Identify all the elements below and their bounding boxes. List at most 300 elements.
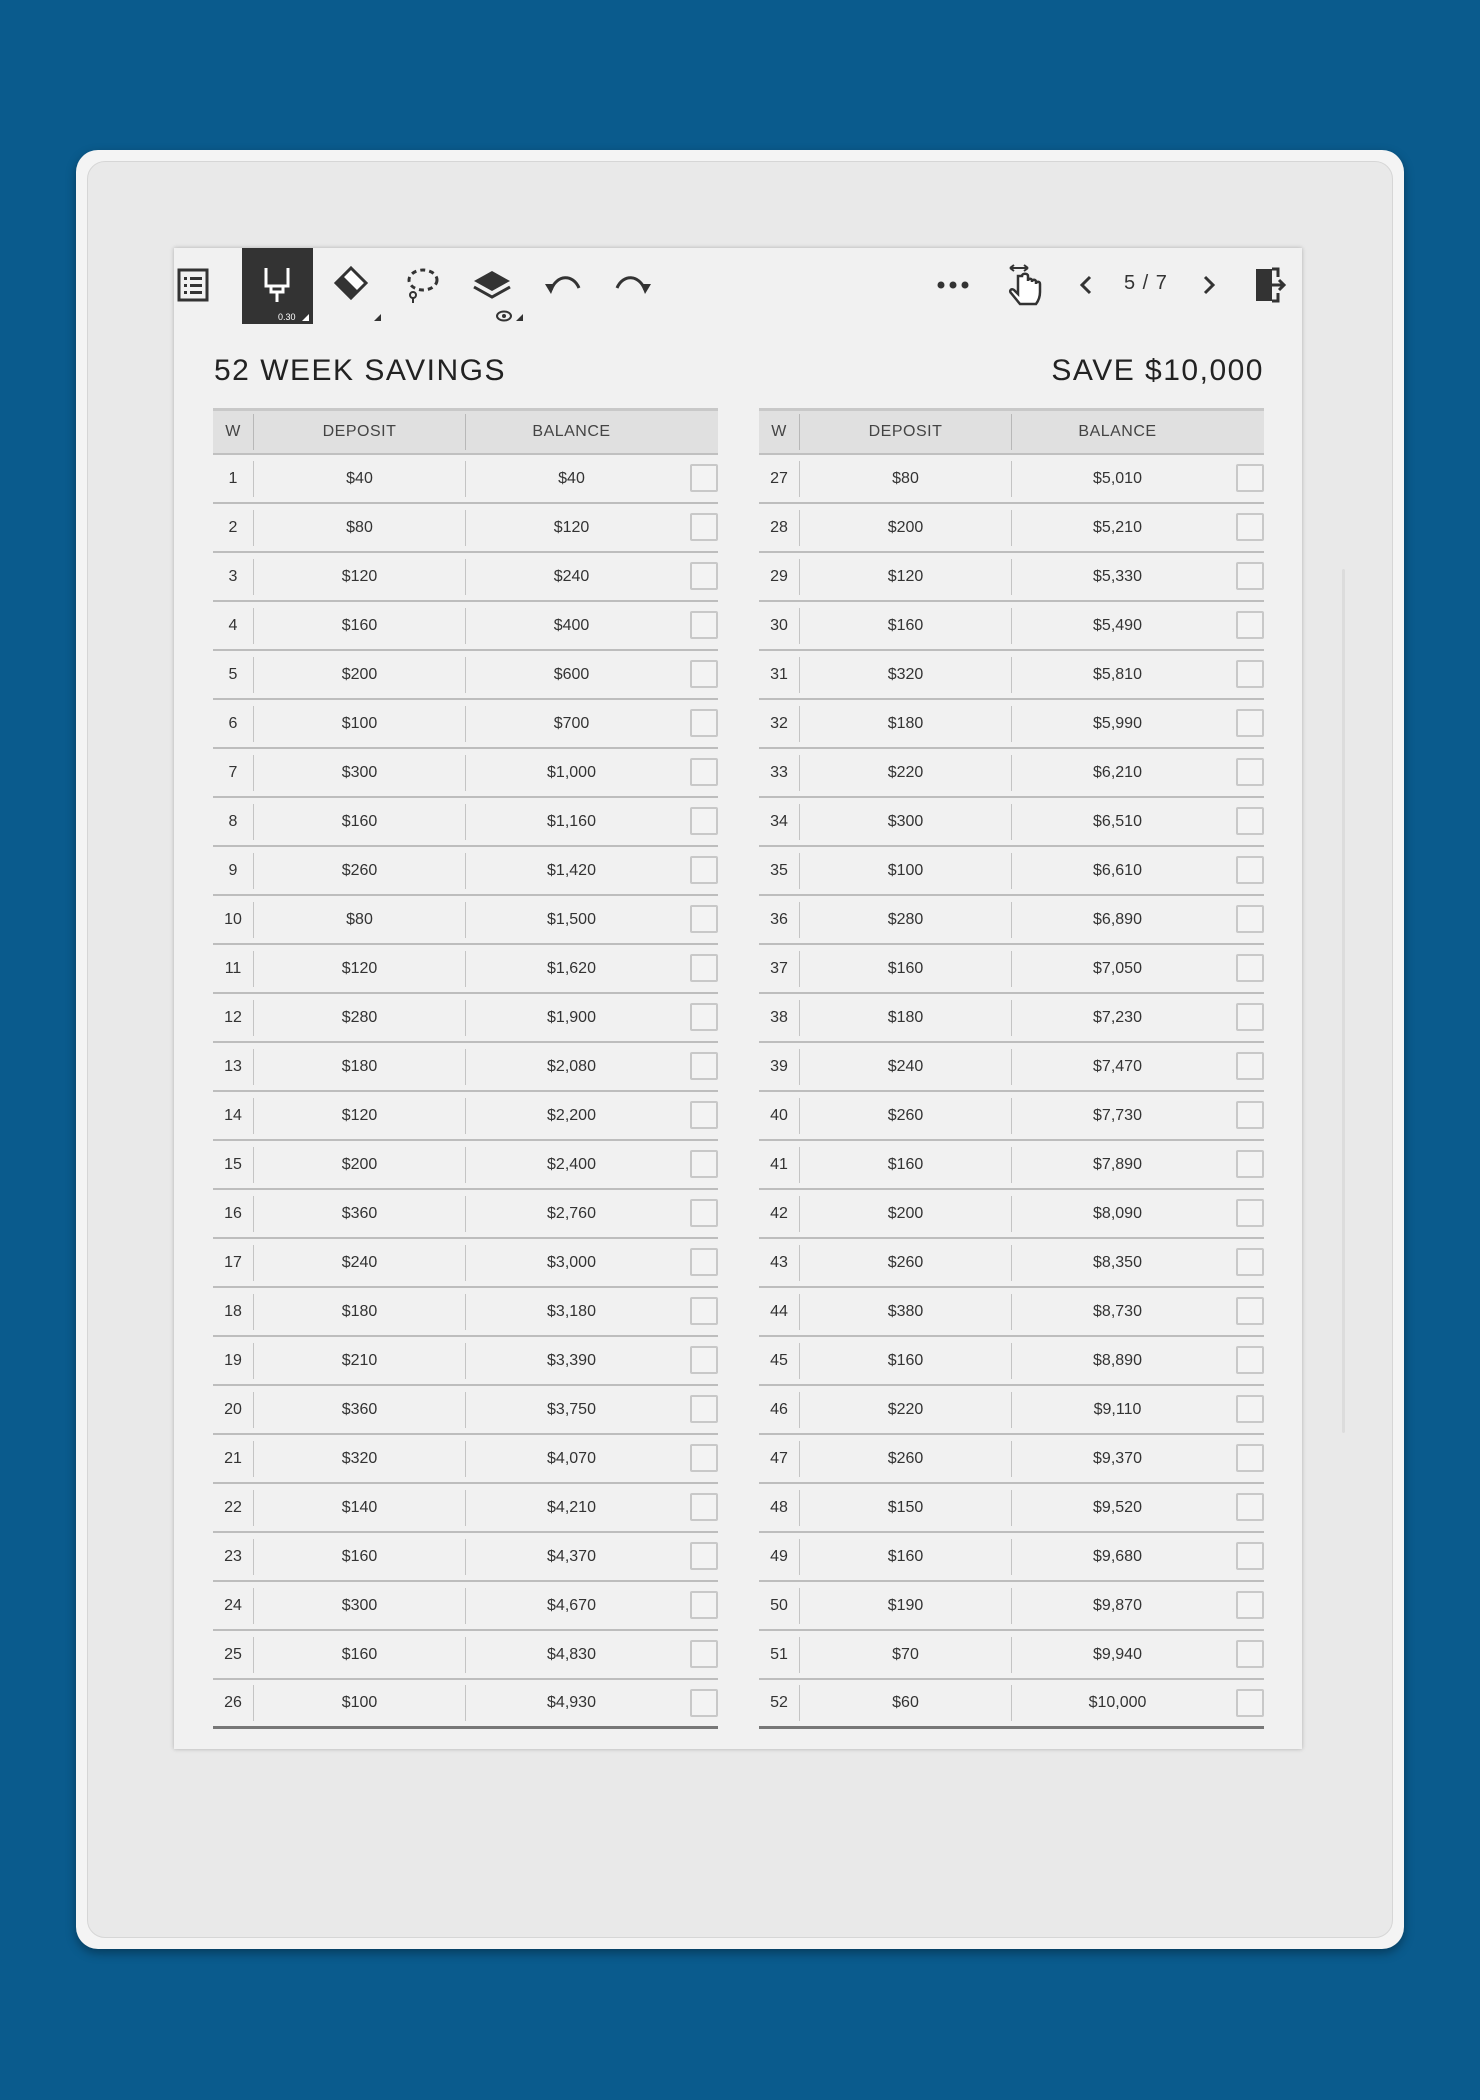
deposit-cell: $220 xyxy=(799,1392,1011,1428)
balance-cell: $3,750 xyxy=(465,1392,677,1428)
deposit-cell: $160 xyxy=(799,1147,1011,1183)
deposit-cell: $200 xyxy=(799,1196,1011,1232)
week-checkbox[interactable] xyxy=(690,611,718,639)
week-cell: 2 xyxy=(228,518,238,536)
week-checkbox[interactable] xyxy=(690,464,718,492)
balance-cell: $400 xyxy=(465,608,677,644)
week-checkbox[interactable] xyxy=(690,1542,718,1570)
balance-cell: $7,230 xyxy=(1011,1000,1223,1036)
table-row xyxy=(213,553,718,602)
table-row xyxy=(759,1239,1264,1288)
deposit-cell: $210 xyxy=(253,1343,465,1379)
deposit-cell: $200 xyxy=(253,657,465,693)
redo-icon xyxy=(613,270,653,300)
lasso-icon xyxy=(401,265,441,305)
balance-cell: $700 xyxy=(465,706,677,742)
table-row xyxy=(213,798,718,847)
week-cell: 22 xyxy=(224,1498,242,1516)
pen-icon xyxy=(260,266,294,304)
week-checkbox[interactable] xyxy=(690,1591,718,1619)
week-cell: 3 xyxy=(228,567,238,585)
deposit-cell: $100 xyxy=(253,1685,465,1721)
week-cell: 37 xyxy=(770,959,788,977)
balance-cell: $6,210 xyxy=(1011,755,1223,791)
table-row xyxy=(759,798,1264,847)
balance-cell: $8,090 xyxy=(1011,1196,1223,1232)
week-checkbox[interactable] xyxy=(1236,1101,1264,1129)
week-cell: 1 xyxy=(228,469,238,487)
table-row xyxy=(759,1386,1264,1435)
table-row xyxy=(213,602,718,651)
balance-cell: $4,210 xyxy=(465,1490,677,1526)
table-header xyxy=(759,408,1264,455)
deposit-cell: $160 xyxy=(253,608,465,644)
redo-button[interactable] xyxy=(608,260,658,310)
deposit-cell: $100 xyxy=(253,706,465,742)
week-cell: 48 xyxy=(770,1498,788,1516)
deposit-cell: $60 xyxy=(799,1685,1011,1721)
deposit-cell: $380 xyxy=(799,1294,1011,1330)
week-cell: 21 xyxy=(224,1449,242,1467)
deposit-cell: $80 xyxy=(253,902,465,938)
deposit-cell: $300 xyxy=(799,804,1011,840)
balance-cell: $9,110 xyxy=(1011,1392,1223,1428)
week-checkbox[interactable] xyxy=(1236,1542,1264,1570)
balance-cell: $6,610 xyxy=(1011,853,1223,889)
deposit-cell: $80 xyxy=(799,461,1011,497)
table-body xyxy=(213,455,718,1729)
week-checkbox[interactable] xyxy=(1236,1444,1264,1472)
deposit-cell: $190 xyxy=(799,1588,1011,1624)
week-cell: 52 xyxy=(770,1694,788,1711)
eraser-button[interactable] xyxy=(326,260,376,310)
week-checkbox[interactable] xyxy=(690,1444,718,1472)
table-row xyxy=(213,1337,718,1386)
balance-cell: $8,890 xyxy=(1011,1343,1223,1379)
deposit-cell: $70 xyxy=(799,1637,1011,1673)
deposit-cell: $100 xyxy=(799,853,1011,889)
next-page-button[interactable] xyxy=(1184,260,1234,310)
table-row xyxy=(213,1239,718,1288)
pen-tool-button[interactable] xyxy=(242,248,313,324)
deposit-cell: $160 xyxy=(799,608,1011,644)
more-icon xyxy=(933,280,973,290)
week-cell: 40 xyxy=(770,1106,788,1124)
week-cell: 18 xyxy=(224,1302,242,1320)
balance-cell: $5,990 xyxy=(1011,706,1223,742)
week-cell: 9 xyxy=(228,861,238,879)
balance-cell: $1,000 xyxy=(465,755,677,791)
lasso-button[interactable] xyxy=(396,260,446,310)
side-button xyxy=(1342,569,1345,1433)
pen-size-label: 0.30 xyxy=(278,312,296,322)
week-checkbox[interactable] xyxy=(690,758,718,786)
toc-menu-button[interactable] xyxy=(168,260,218,310)
deposit-cell: $200 xyxy=(253,1147,465,1183)
previous-page-button[interactable] xyxy=(1061,260,1111,310)
table-row xyxy=(213,1582,718,1631)
layers-options-caret[interactable] xyxy=(516,314,523,321)
deposit-cell: $300 xyxy=(253,755,465,791)
table-row xyxy=(759,1043,1264,1092)
week-cell: 31 xyxy=(770,665,788,683)
week-cell: 28 xyxy=(770,518,788,536)
balance-cell: $7,050 xyxy=(1011,951,1223,987)
deposit-cell: $220 xyxy=(799,755,1011,791)
table-row xyxy=(213,1288,718,1337)
deposit-header: DEPOSIT xyxy=(799,414,1011,450)
deposit-cell: $120 xyxy=(253,559,465,595)
week-cell: 15 xyxy=(224,1155,242,1173)
week-checkbox[interactable] xyxy=(690,513,718,541)
table-row xyxy=(213,1484,718,1533)
table-row xyxy=(759,896,1264,945)
week-cell: 13 xyxy=(224,1057,242,1075)
week-checkbox[interactable] xyxy=(690,1640,718,1668)
table-row xyxy=(759,504,1264,553)
eye-icon xyxy=(496,310,512,322)
week-cell: 10 xyxy=(224,910,242,928)
week-cell: 32 xyxy=(770,714,788,732)
deposit-cell: $80 xyxy=(253,510,465,546)
week-checkbox[interactable] xyxy=(1236,758,1264,786)
table-row xyxy=(759,1435,1264,1484)
table-row xyxy=(759,994,1264,1043)
week-cell: 29 xyxy=(770,567,788,585)
balance-cell: $5,210 xyxy=(1011,510,1223,546)
week-checkbox[interactable] xyxy=(1236,1346,1264,1374)
week-checkbox[interactable] xyxy=(1236,905,1264,933)
week-cell: 50 xyxy=(770,1596,788,1614)
week-checkbox[interactable] xyxy=(690,1150,718,1178)
balance-cell: $1,420 xyxy=(465,853,677,889)
toolbar xyxy=(174,248,1302,324)
balance-cell: $6,890 xyxy=(1011,902,1223,938)
table-row xyxy=(759,749,1264,798)
week-checkbox[interactable] xyxy=(1236,954,1264,982)
table-row xyxy=(213,1680,718,1729)
balance-cell: $5,010 xyxy=(1011,461,1223,497)
table-row xyxy=(213,994,718,1043)
week-checkbox[interactable] xyxy=(690,856,718,884)
week-cell: 51 xyxy=(770,1645,788,1663)
week-cell: 4 xyxy=(228,616,238,634)
week-checkbox[interactable] xyxy=(1236,856,1264,884)
week-checkbox[interactable] xyxy=(690,954,718,982)
deposit-cell: $160 xyxy=(253,1637,465,1673)
balance-cell: $5,490 xyxy=(1011,608,1223,644)
table-row xyxy=(759,651,1264,700)
page-indicator: 5 / 7 xyxy=(1124,272,1168,294)
week-checkbox[interactable] xyxy=(1236,1150,1264,1178)
table-row xyxy=(759,945,1264,994)
table-row xyxy=(213,1092,718,1141)
undo-icon xyxy=(543,270,583,300)
balance-cell: $10,000 xyxy=(1011,1685,1223,1721)
deposit-cell: $240 xyxy=(253,1245,465,1281)
exit-button[interactable] xyxy=(1245,260,1295,310)
week-cell: 7 xyxy=(228,763,238,781)
deposit-cell: $320 xyxy=(253,1441,465,1477)
balance-cell: $3,180 xyxy=(465,1294,677,1330)
deposit-cell: $140 xyxy=(253,1490,465,1526)
balance-cell: $600 xyxy=(465,657,677,693)
chevron-right-icon xyxy=(1201,275,1217,295)
layers-button[interactable] xyxy=(467,260,517,310)
table-row xyxy=(213,1533,718,1582)
balance-cell: $7,730 xyxy=(1011,1098,1223,1134)
table-body xyxy=(759,455,1264,1729)
pen-options-caret xyxy=(302,314,309,321)
week-checkbox[interactable] xyxy=(690,562,718,590)
table-row xyxy=(213,700,718,749)
more-options-button[interactable] xyxy=(928,260,978,310)
deposit-cell: $260 xyxy=(799,1441,1011,1477)
balance-cell: $9,680 xyxy=(1011,1539,1223,1575)
balance-cell: $4,070 xyxy=(465,1441,677,1477)
week-cell: 46 xyxy=(770,1400,788,1418)
week-checkbox[interactable] xyxy=(690,1395,718,1423)
balance-cell: $2,200 xyxy=(465,1098,677,1134)
deposit-cell: $180 xyxy=(799,1000,1011,1036)
table-row xyxy=(759,1141,1264,1190)
deposit-cell: $260 xyxy=(799,1098,1011,1134)
week-checkbox[interactable] xyxy=(1236,1689,1264,1717)
table-row xyxy=(213,1141,718,1190)
deposit-cell: $120 xyxy=(253,951,465,987)
deposit-cell: $150 xyxy=(799,1490,1011,1526)
deposit-cell: $360 xyxy=(253,1392,465,1428)
swipe-gesture-button[interactable] xyxy=(1000,260,1050,310)
deposit-cell: $300 xyxy=(253,1588,465,1624)
week-checkbox[interactable] xyxy=(690,1052,718,1080)
table-header xyxy=(213,408,718,455)
balance-cell: $4,830 xyxy=(465,1637,677,1673)
table-row xyxy=(213,945,718,994)
balance-header: BALANCE xyxy=(465,414,677,450)
balance-cell: $9,370 xyxy=(1011,1441,1223,1477)
table-row xyxy=(759,1533,1264,1582)
balance-cell: $40 xyxy=(465,461,677,497)
week-checkbox[interactable] xyxy=(690,1689,718,1717)
savings-table-weeks-1-26 xyxy=(213,408,718,1729)
week-cell: 49 xyxy=(770,1547,788,1565)
week-header: W xyxy=(225,423,241,440)
week-cell: 42 xyxy=(770,1204,788,1222)
week-cell: 25 xyxy=(224,1645,242,1663)
week-cell: 39 xyxy=(770,1057,788,1075)
week-checkbox[interactable] xyxy=(1236,1297,1264,1325)
deposit-cell: $160 xyxy=(253,1539,465,1575)
table-row xyxy=(213,896,718,945)
deposit-cell: $40 xyxy=(253,461,465,497)
week-checkbox[interactable] xyxy=(1236,1248,1264,1276)
week-cell: 36 xyxy=(770,910,788,928)
balance-cell: $240 xyxy=(465,559,677,595)
deposit-cell: $120 xyxy=(799,559,1011,595)
balance-cell: $1,620 xyxy=(465,951,677,987)
undo-button[interactable] xyxy=(538,260,588,310)
deposit-header: DEPOSIT xyxy=(253,414,465,450)
week-checkbox[interactable] xyxy=(690,709,718,737)
week-header: W xyxy=(771,423,787,440)
week-cell: 5 xyxy=(228,665,238,683)
balance-cell: $9,940 xyxy=(1011,1637,1223,1673)
balance-cell: $4,930 xyxy=(465,1685,677,1721)
balance-cell: $9,520 xyxy=(1011,1490,1223,1526)
balance-cell: $2,080 xyxy=(465,1049,677,1085)
week-checkbox[interactable] xyxy=(690,1003,718,1031)
table-row xyxy=(759,1680,1264,1729)
week-cell: 34 xyxy=(770,812,788,830)
week-cell: 27 xyxy=(770,469,788,487)
balance-cell: $6,510 xyxy=(1011,804,1223,840)
week-checkbox[interactable] xyxy=(690,1493,718,1521)
week-cell: 23 xyxy=(224,1547,242,1565)
balance-cell: $1,160 xyxy=(465,804,677,840)
week-cell: 20 xyxy=(224,1400,242,1418)
week-cell: 26 xyxy=(224,1694,242,1711)
deposit-cell: $360 xyxy=(253,1196,465,1232)
savings-table-weeks-27-52 xyxy=(759,408,1264,1729)
deposit-cell: $260 xyxy=(253,853,465,889)
deposit-cell: $200 xyxy=(799,510,1011,546)
week-cell: 35 xyxy=(770,861,788,879)
balance-cell: $2,760 xyxy=(465,1196,677,1232)
table-row xyxy=(759,1092,1264,1141)
week-cell: 16 xyxy=(224,1204,242,1222)
week-cell: 12 xyxy=(224,1008,242,1026)
week-checkbox[interactable] xyxy=(1236,1395,1264,1423)
week-checkbox[interactable] xyxy=(690,1297,718,1325)
deposit-cell: $280 xyxy=(253,1000,465,1036)
week-checkbox[interactable] xyxy=(1236,1591,1264,1619)
deposit-cell: $240 xyxy=(799,1049,1011,1085)
table-row xyxy=(759,1484,1264,1533)
deposit-cell: $180 xyxy=(253,1294,465,1330)
week-checkbox[interactable] xyxy=(690,1199,718,1227)
deposit-cell: $180 xyxy=(253,1049,465,1085)
week-cell: 14 xyxy=(224,1106,242,1124)
table-row xyxy=(759,602,1264,651)
week-checkbox[interactable] xyxy=(1236,807,1264,835)
deposit-cell: $160 xyxy=(799,1343,1011,1379)
balance-header: BALANCE xyxy=(1011,414,1223,450)
week-cell: 47 xyxy=(770,1449,788,1467)
week-checkbox[interactable] xyxy=(1236,562,1264,590)
table-row xyxy=(213,1043,718,1092)
deposit-cell: $280 xyxy=(799,902,1011,938)
table-row xyxy=(213,1631,718,1680)
balance-cell: $3,000 xyxy=(465,1245,677,1281)
balance-cell: $8,350 xyxy=(1011,1245,1223,1281)
week-checkbox[interactable] xyxy=(1236,1199,1264,1227)
layers-icon xyxy=(471,265,513,305)
week-checkbox[interactable] xyxy=(1236,1493,1264,1521)
table-row xyxy=(759,1337,1264,1386)
table-row xyxy=(213,749,718,798)
balance-cell: $5,810 xyxy=(1011,657,1223,693)
week-checkbox[interactable] xyxy=(690,1101,718,1129)
week-checkbox[interactable] xyxy=(1236,660,1264,688)
week-checkbox[interactable] xyxy=(690,1346,718,1374)
week-cell: 41 xyxy=(770,1155,788,1173)
eraser-icon xyxy=(331,265,371,305)
week-cell: 17 xyxy=(224,1253,242,1271)
exit-door-icon xyxy=(1252,265,1288,305)
deposit-cell: $320 xyxy=(799,657,1011,693)
balance-cell: $9,870 xyxy=(1011,1588,1223,1624)
balance-cell: $3,390 xyxy=(465,1343,677,1379)
week-checkbox[interactable] xyxy=(690,660,718,688)
table-row xyxy=(213,651,718,700)
week-checkbox[interactable] xyxy=(690,905,718,933)
week-checkbox[interactable] xyxy=(1236,1640,1264,1668)
balance-cell: $5,330 xyxy=(1011,559,1223,595)
week-checkbox[interactable] xyxy=(1236,513,1264,541)
table-row xyxy=(759,455,1264,504)
week-checkbox[interactable] xyxy=(1236,1003,1264,1031)
table-row xyxy=(759,847,1264,896)
week-cell: 43 xyxy=(770,1253,788,1271)
table-row xyxy=(213,455,718,504)
table-row xyxy=(213,1386,718,1435)
eraser-options-caret[interactable] xyxy=(374,314,381,321)
week-checkbox[interactable] xyxy=(690,807,718,835)
deposit-cell: $120 xyxy=(253,1098,465,1134)
table-row xyxy=(213,1190,718,1239)
week-checkbox[interactable] xyxy=(690,1248,718,1276)
week-checkbox[interactable] xyxy=(1236,611,1264,639)
table-row xyxy=(213,504,718,553)
balance-cell: $120 xyxy=(465,510,677,546)
balance-cell: $1,900 xyxy=(465,1000,677,1036)
deposit-cell: $160 xyxy=(799,951,1011,987)
savings-goal: SAVE $10,000 xyxy=(1051,354,1264,387)
week-checkbox[interactable] xyxy=(1236,709,1264,737)
week-cell: 19 xyxy=(224,1351,242,1369)
balance-cell: $7,470 xyxy=(1011,1049,1223,1085)
deposit-cell: $260 xyxy=(799,1245,1011,1281)
table-row xyxy=(213,847,718,896)
chevron-left-icon xyxy=(1078,275,1094,295)
table-row xyxy=(759,1288,1264,1337)
balance-cell: $1,500 xyxy=(465,902,677,938)
week-cell: 24 xyxy=(224,1596,242,1614)
week-cell: 38 xyxy=(770,1008,788,1026)
balance-cell: $8,730 xyxy=(1011,1294,1223,1330)
deposit-cell: $160 xyxy=(799,1539,1011,1575)
table-row xyxy=(759,1582,1264,1631)
table-row xyxy=(759,1631,1264,1680)
week-cell: 45 xyxy=(770,1351,788,1369)
table-row xyxy=(213,1435,718,1484)
tablet-screen xyxy=(174,248,1302,1749)
week-checkbox[interactable] xyxy=(1236,464,1264,492)
balance-cell: $7,890 xyxy=(1011,1147,1223,1183)
table-row xyxy=(759,553,1264,602)
week-checkbox[interactable] xyxy=(1236,1052,1264,1080)
table-row xyxy=(759,700,1264,749)
week-cell: 8 xyxy=(228,812,238,830)
balance-cell: $2,400 xyxy=(465,1147,677,1183)
week-cell: 30 xyxy=(770,616,788,634)
week-cell: 6 xyxy=(228,714,238,732)
week-cell: 33 xyxy=(770,763,788,781)
table-row xyxy=(759,1190,1264,1239)
page-title: 52 WEEK SAVINGS xyxy=(214,354,507,387)
balance-cell: $4,370 xyxy=(465,1539,677,1575)
